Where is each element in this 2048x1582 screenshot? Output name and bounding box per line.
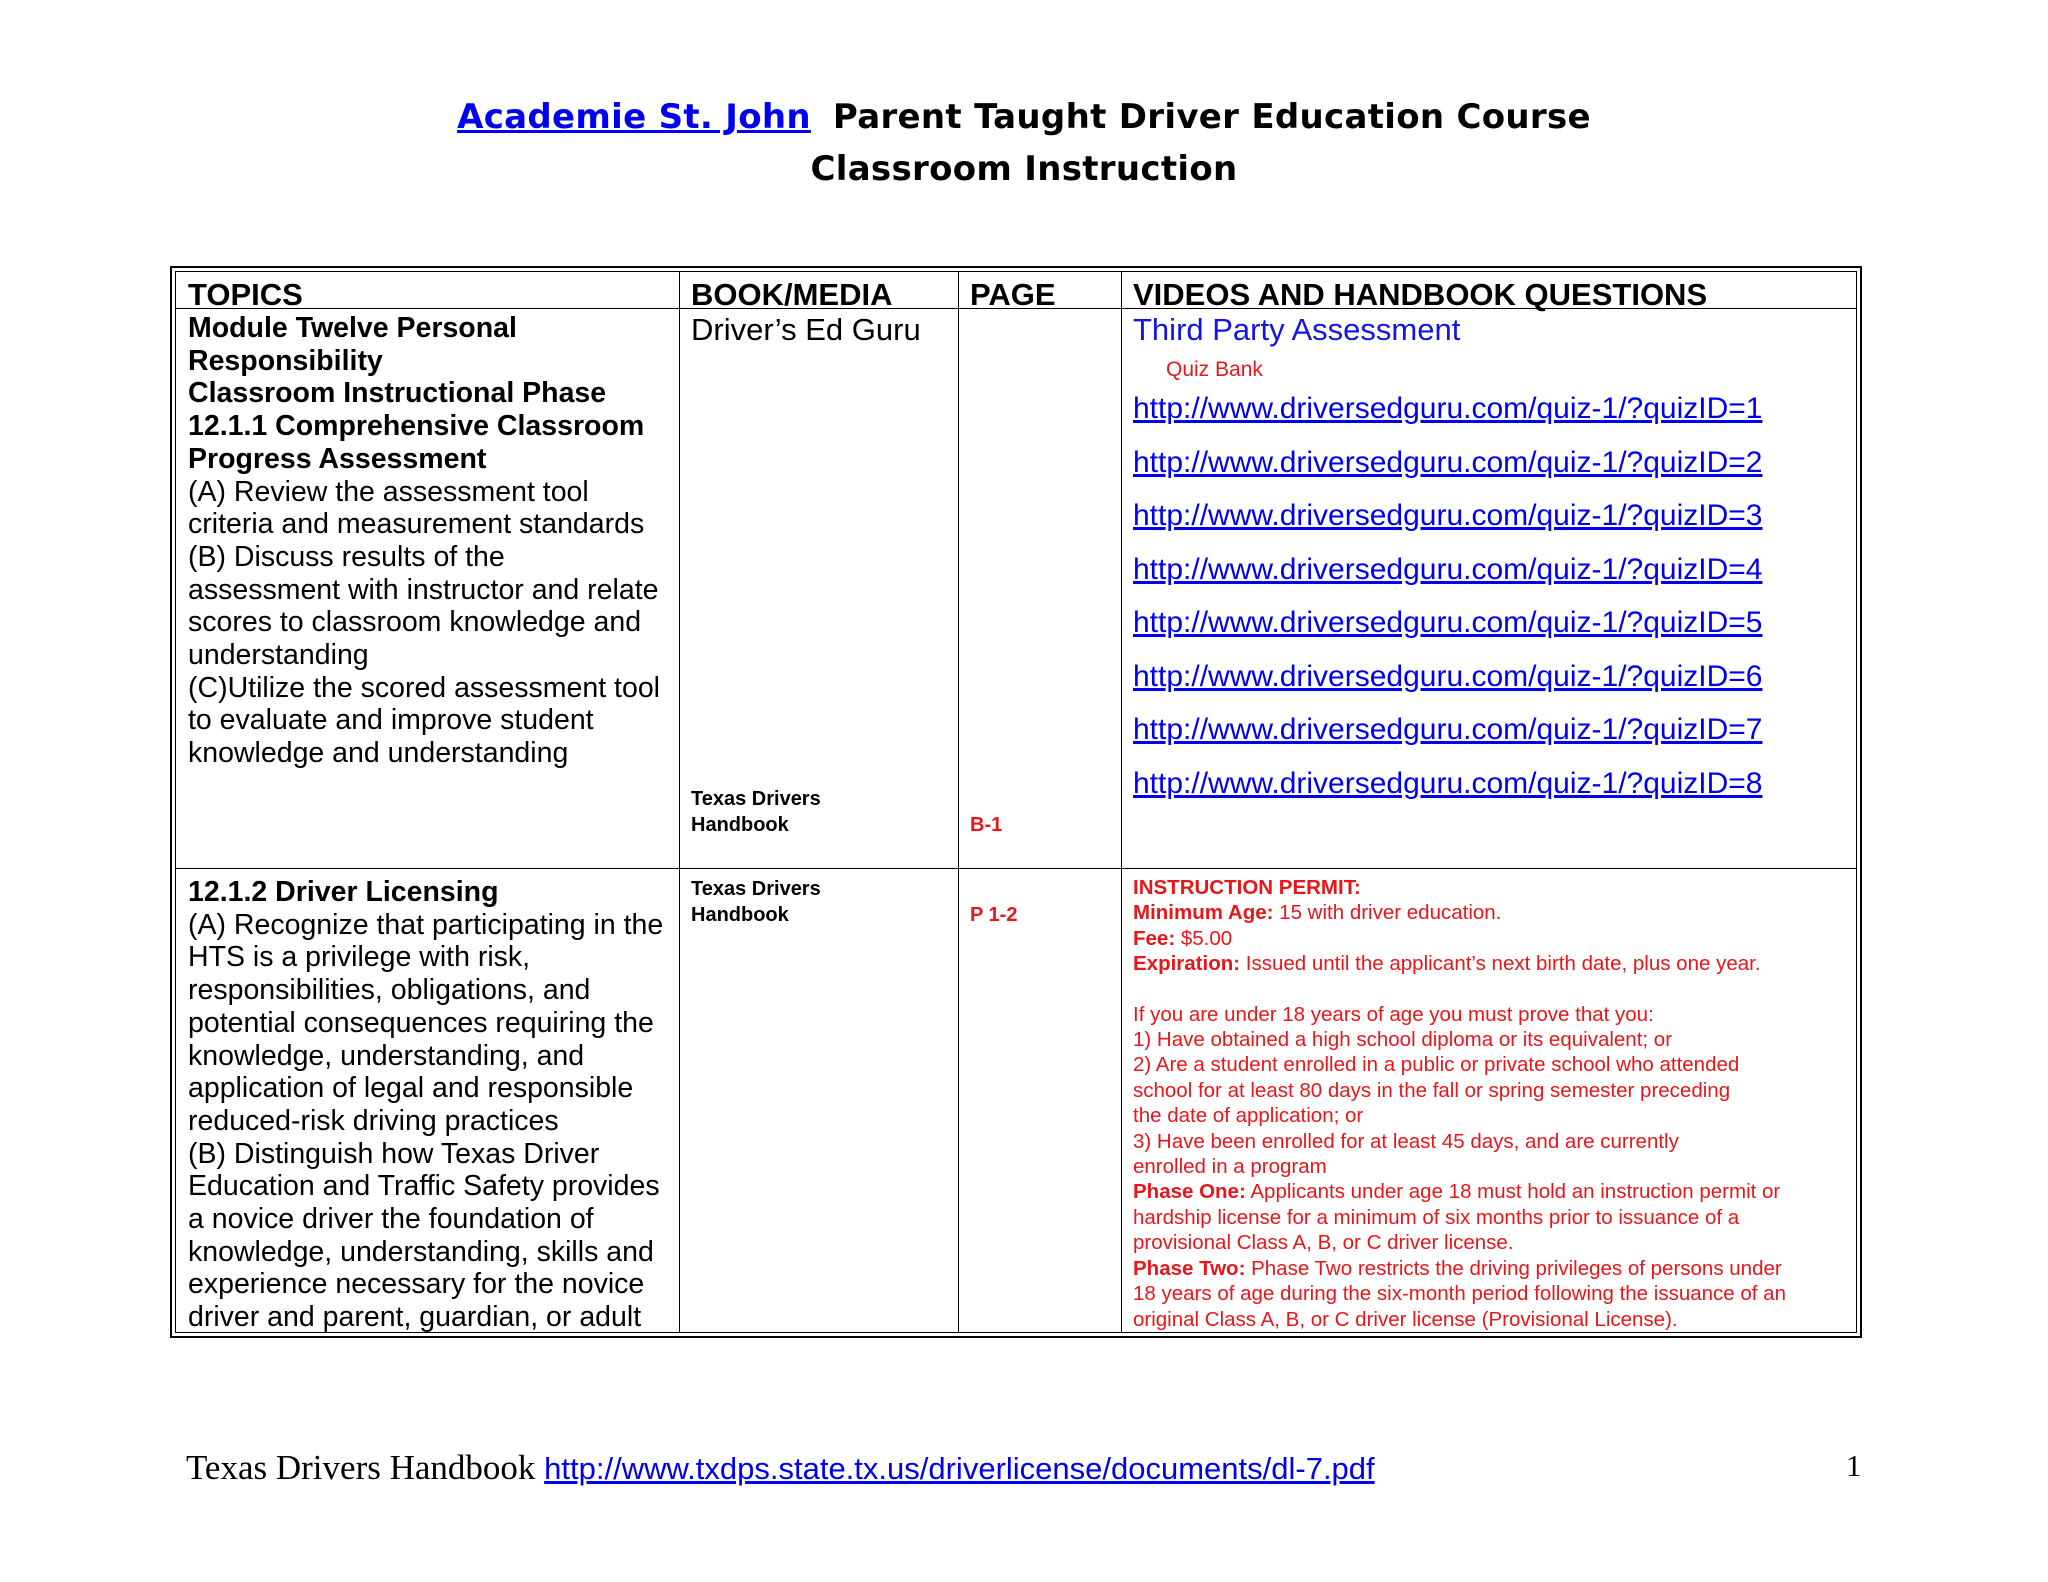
row-divider bbox=[176, 868, 1856, 869]
media-line: Handbook bbox=[691, 904, 789, 926]
permit-label: Phase One: bbox=[1133, 1180, 1246, 1204]
topic-bold-line: Responsibility bbox=[188, 344, 383, 377]
topic-line: assessment with instructor and relate bbox=[188, 573, 659, 606]
quiz-link-5[interactable]: http://www.driversedguru.com/quiz-1/?quizID=5 bbox=[1133, 606, 1763, 639]
curriculum-table bbox=[170, 266, 1862, 1338]
column-divider bbox=[958, 272, 959, 1332]
school-link[interactable]: Academie St. John bbox=[457, 97, 811, 137]
quiz-link-8[interactable]: http://www.driversedguru.com/quiz-1/?quizID=8 bbox=[1133, 766, 1763, 800]
permit-line: school for at least 80 days in the fall or spring semester preceding bbox=[1133, 1078, 1731, 1102]
permit-value: $5.00 bbox=[1180, 926, 1233, 950]
phase-one bbox=[1133, 1179, 1853, 1204]
quiz-link-1[interactable]: http://www.driversedguru.com/quiz-1/?quizID=1 bbox=[1133, 392, 1763, 425]
column-header-topics: TOPICS bbox=[188, 277, 303, 312]
permit-line: enrolled in a program bbox=[1133, 1155, 1327, 1179]
course-title: Parent Taught Driver Education Course bbox=[832, 97, 1591, 137]
topic-line: driver and parent, guardian, or adult bbox=[188, 1301, 642, 1334]
permit-line: hardship license for a minimum of six months prior to issuance of a bbox=[1133, 1205, 1740, 1229]
topic-line: knowledge, understanding, and bbox=[188, 1039, 585, 1072]
permit-fee bbox=[1133, 926, 1853, 951]
media-texas-drivers-handbook bbox=[691, 786, 821, 838]
page-ref-b1: B-1 bbox=[970, 814, 1003, 836]
quiz-link-2[interactable]: http://www.driversedguru.com/quiz-1/?quizID=2 bbox=[1133, 445, 1763, 479]
permit-value: Phase Two restricts the driving privileges of persons under bbox=[1251, 1256, 1782, 1280]
topic-line: criteria and measurement standards bbox=[188, 508, 645, 541]
permit-line: 2) Are a student enrolled in a public or private school who attended bbox=[1133, 1053, 1740, 1077]
topic-line: experience necessary for the novice bbox=[188, 1268, 645, 1301]
quiz-link-3[interactable]: http://www.driversedguru.com/quiz-1/?quizID=3 bbox=[1133, 499, 1763, 532]
topic-line: (B) Distinguish how Texas Driver bbox=[188, 1137, 600, 1170]
topic-bold-line: Progress Assessment bbox=[188, 442, 487, 475]
topic-cell-12-1-1 bbox=[188, 312, 673, 770]
document-subtitle: Classroom Instruction bbox=[810, 149, 1238, 189]
topic-bold-line: Module Twelve Personal bbox=[188, 312, 517, 344]
topic-line: HTS is a privilege with risk, bbox=[188, 941, 531, 974]
topic-line: knowledge and understanding bbox=[188, 737, 569, 770]
quiz-link-7[interactable]: http://www.driversedguru.com/quiz-1/?quizID=7 bbox=[1133, 713, 1763, 746]
footer bbox=[186, 1448, 1375, 1488]
permit-label: Expiration: bbox=[1133, 952, 1241, 976]
topic-line: (A) Review the assessment tool bbox=[188, 475, 589, 508]
permit-line: 3) Have been enrolled for at least 45 days, and are currently bbox=[1133, 1129, 1679, 1153]
footer-label: Texas Drivers Handbook bbox=[186, 1448, 536, 1487]
instruction-permit-info bbox=[1133, 875, 1853, 1332]
videos-cell-12-1-1 bbox=[1133, 312, 1853, 820]
column-divider bbox=[1121, 272, 1122, 1332]
page-number: 1 bbox=[1846, 1448, 1862, 1483]
topic-line: scores to classroom knowledge and bbox=[188, 606, 642, 639]
topic-line: knowledge, understanding, skills and bbox=[188, 1235, 654, 1268]
column-header-page: PAGE bbox=[970, 277, 1056, 312]
page-ref-p1-2: P 1-2 bbox=[970, 904, 1018, 926]
topic-bold-line: Classroom Instructional Phase bbox=[188, 377, 607, 410]
topic-line: application of legal and responsible bbox=[188, 1072, 634, 1105]
topic-cell-12-1-2 bbox=[188, 876, 673, 1334]
media-line: Texas Drivers bbox=[691, 788, 821, 810]
permit-line: original Class A, B, or C driver license (Provisional License). bbox=[1133, 1307, 1678, 1331]
topic-bold-line: 12.1.1 Comprehensive Classroom bbox=[188, 410, 645, 443]
permit-label: Fee: bbox=[1133, 926, 1176, 950]
topic-line: understanding bbox=[188, 639, 369, 672]
permit-min-age bbox=[1133, 900, 1853, 925]
phase-two bbox=[1133, 1256, 1853, 1281]
topic-line: (C)Utilize the scored assessment tool bbox=[188, 671, 661, 704]
media-drivers-ed-guru: Driver’s Ed Guru bbox=[691, 312, 921, 347]
column-header-videos: VIDEOS AND HANDBOOK QUESTIONS bbox=[1133, 277, 1708, 312]
quiz-link-4[interactable]: http://www.driversedguru.com/quiz-1/?quizID=4 bbox=[1133, 552, 1763, 586]
permit-value: Issued until the applicant’s next birth date, plus one year. bbox=[1245, 952, 1761, 976]
permit-label: Phase Two: bbox=[1133, 1256, 1246, 1280]
topic-heading: 12.1.2 Driver Licensing bbox=[188, 876, 499, 908]
topic-line: Education and Traffic Safety provides bbox=[188, 1170, 660, 1203]
handbook-link[interactable]: http://www.txdps.state.tx.us/driverlicense/documents/dl-7.pdf bbox=[544, 1451, 1375, 1486]
topic-line: potential consequences requiring the bbox=[188, 1006, 654, 1039]
permit-line: If you are under 18 years of age you must prove that you: bbox=[1133, 1002, 1654, 1026]
quiz-bank-label: Quiz Bank bbox=[1166, 358, 1263, 381]
permit-line: provisional Class A, B, or C driver license. bbox=[1133, 1231, 1514, 1255]
permit-heading: INSTRUCTION PERMIT: bbox=[1133, 876, 1361, 899]
permit-expiration bbox=[1133, 951, 1853, 976]
topic-line: to evaluate and improve student bbox=[188, 704, 594, 737]
topic-line: reduced-risk driving practices bbox=[188, 1104, 559, 1137]
column-header-book-media: BOOK/MEDIA bbox=[691, 277, 893, 312]
permit-label: Minimum Age: bbox=[1133, 901, 1274, 925]
permit-value: Applicants under age 18 must hold an instruction permit or bbox=[1250, 1180, 1781, 1204]
topic-line: (B) Discuss results of the bbox=[188, 540, 505, 573]
permit-value: 15 with driver education. bbox=[1279, 901, 1502, 925]
topic-line: a novice driver the foundation of bbox=[188, 1203, 594, 1236]
column-divider bbox=[679, 272, 680, 1332]
document-title bbox=[0, 97, 2048, 137]
quiz-link-6[interactable]: http://www.driversedguru.com/quiz-1/?quizID=6 bbox=[1133, 659, 1763, 693]
permit-line: the date of application; or bbox=[1133, 1104, 1364, 1128]
topic-line: (A) Recognize that participating in the bbox=[188, 908, 664, 941]
topic-line: responsibilities, obligations, and bbox=[188, 974, 591, 1007]
media-line: Texas Drivers bbox=[691, 878, 821, 900]
permit-line: 1) Have obtained a high school diploma or its equivalent; or bbox=[1133, 1028, 1673, 1052]
permit-line: 18 years of age during the six-month period following the issuance of an bbox=[1133, 1282, 1786, 1306]
media-line: Handbook bbox=[691, 814, 789, 836]
media-texas-drivers-handbook-2 bbox=[691, 876, 821, 928]
third-party-assessment-label: Third Party Assessment bbox=[1133, 312, 1461, 347]
